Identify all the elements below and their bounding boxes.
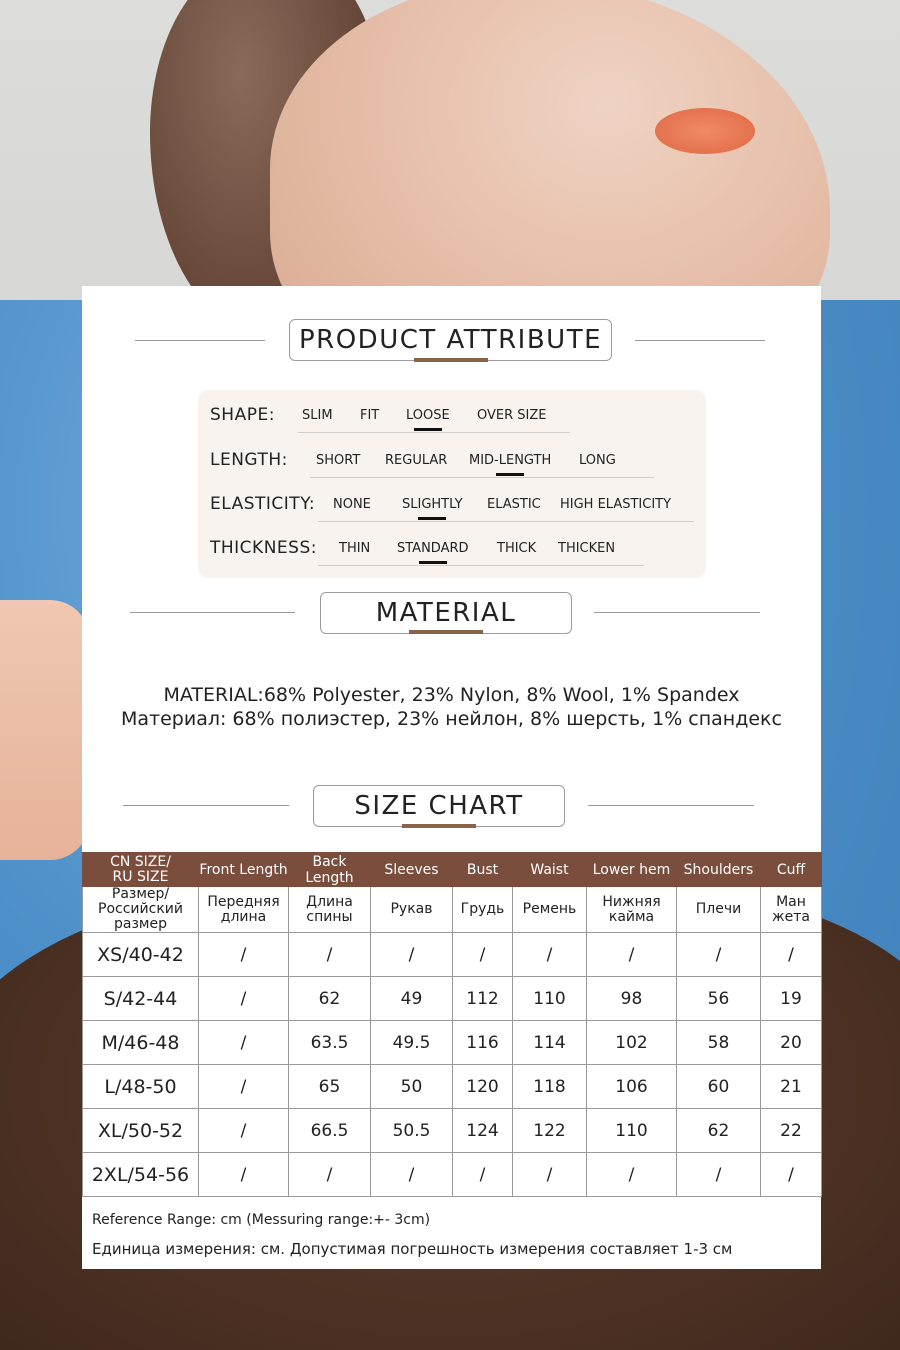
table-cell: 49.5 bbox=[371, 1021, 453, 1065]
table-cell: 98 bbox=[587, 977, 677, 1021]
attr-option: THICK bbox=[497, 541, 537, 556]
header-cell: Плечи bbox=[677, 887, 761, 933]
table-cell: / bbox=[199, 977, 289, 1021]
material-en: MATERIAL:68% Polyester, 23% Nylon, 8% Wool, 1% Spandex bbox=[163, 684, 740, 706]
section-title-size-chart: SIZE CHART bbox=[313, 785, 565, 827]
table-cell: / bbox=[677, 933, 761, 977]
table-cell: 114 bbox=[513, 1021, 587, 1065]
section-title-product-attribute: PRODUCT ATTRIBUTE bbox=[289, 319, 612, 361]
table-cell: / bbox=[587, 1153, 677, 1197]
section-accent-bar bbox=[409, 630, 483, 634]
model-hand bbox=[0, 600, 90, 860]
product-info-card bbox=[82, 286, 821, 1269]
table-cell: 20 bbox=[761, 1021, 822, 1065]
section-divider-left bbox=[135, 340, 265, 341]
table-cell: 124 bbox=[453, 1109, 513, 1153]
table-cell: 60 bbox=[677, 1065, 761, 1109]
section-accent-bar bbox=[402, 824, 476, 828]
table-cell: / bbox=[761, 933, 822, 977]
reference-range-note: Reference Range: cm (Messuring range:+- 3cm) bbox=[92, 1212, 431, 1228]
selected-underline bbox=[496, 473, 524, 476]
table-cell: 110 bbox=[513, 977, 587, 1021]
section-accent-bar bbox=[414, 358, 488, 362]
attr-option: ELASTIC bbox=[487, 497, 541, 512]
table-header-ru bbox=[83, 887, 822, 933]
attr-option: THICKEN bbox=[558, 541, 616, 556]
section-divider-right bbox=[594, 612, 760, 613]
table-cell: 106 bbox=[587, 1065, 677, 1109]
section-divider-right bbox=[635, 340, 765, 341]
attr-option: REGULAR bbox=[385, 453, 448, 468]
size-cell: XL/50-52 bbox=[83, 1109, 199, 1153]
header-cell: Передняя длина bbox=[199, 887, 289, 933]
size-cell: L/48-50 bbox=[83, 1065, 199, 1109]
header-cell: Bust bbox=[453, 853, 513, 887]
table-cell: / bbox=[371, 933, 453, 977]
table-cell: 110 bbox=[587, 1109, 677, 1153]
header-cell: Длина спины bbox=[289, 887, 371, 933]
attr-label: ELASTICITY: bbox=[210, 494, 316, 514]
table-cell: 62 bbox=[677, 1109, 761, 1153]
table-cell: 122 bbox=[513, 1109, 587, 1153]
table-cell: 116 bbox=[453, 1021, 513, 1065]
table-cell: / bbox=[199, 1153, 289, 1197]
table-cell: 65 bbox=[289, 1065, 371, 1109]
header-cell: Back Length bbox=[289, 853, 371, 887]
header-cell: Ман жета bbox=[761, 887, 822, 933]
table-cell: / bbox=[199, 933, 289, 977]
table-cell: / bbox=[677, 1153, 761, 1197]
table-row bbox=[83, 977, 822, 1021]
table-cell: 49 bbox=[371, 977, 453, 1021]
section-divider-left bbox=[123, 805, 289, 806]
table-cell: 50.5 bbox=[371, 1109, 453, 1153]
table-cell: 118 bbox=[513, 1065, 587, 1109]
table-cell: 120 bbox=[453, 1065, 513, 1109]
section-divider-right bbox=[588, 805, 754, 806]
table-row bbox=[83, 1109, 822, 1153]
table-cell: / bbox=[289, 933, 371, 977]
table-cell: / bbox=[371, 1153, 453, 1197]
section-divider-left bbox=[130, 612, 295, 613]
header-cell: Sleeves bbox=[371, 853, 453, 887]
table-cell: / bbox=[199, 1021, 289, 1065]
attr-label: LENGTH: bbox=[210, 450, 288, 470]
table-cell: / bbox=[513, 1153, 587, 1197]
table-cell: / bbox=[199, 1109, 289, 1153]
attr-option: THIN bbox=[339, 541, 371, 556]
selected-underline bbox=[418, 517, 446, 520]
header-cell: Грудь bbox=[453, 887, 513, 933]
table-row bbox=[83, 1153, 822, 1197]
attr-option: FIT bbox=[360, 408, 380, 423]
size-cell: XS/40-42 bbox=[83, 933, 199, 977]
attr-label: SHAPE: bbox=[210, 405, 275, 425]
table-cell: / bbox=[453, 1153, 513, 1197]
section-title-material: MATERIAL bbox=[320, 592, 572, 634]
attr-option: SHORT bbox=[316, 453, 361, 468]
attr-option: OVER SIZE bbox=[477, 408, 547, 423]
attr-option: HIGH ELASTICITY bbox=[560, 497, 672, 512]
attr-options bbox=[298, 403, 570, 433]
header-cell: Размер/ Российский размер bbox=[83, 887, 199, 933]
attr-option-selected: LOOSE bbox=[406, 408, 450, 423]
header-cell: Cuff bbox=[761, 853, 822, 887]
table-row bbox=[83, 1065, 822, 1109]
table-cell: / bbox=[453, 933, 513, 977]
material-ru: Материал: 68% полиэстер, 23% нейлон, 8% шерсть, 1% спандекс bbox=[121, 708, 782, 730]
header-cell: Waist bbox=[513, 853, 587, 887]
header-cell: Front Length bbox=[199, 853, 289, 887]
table-cell: 102 bbox=[587, 1021, 677, 1065]
header-cell: Lower hem bbox=[587, 853, 677, 887]
table-cell: / bbox=[199, 1065, 289, 1109]
selected-underline bbox=[419, 561, 447, 564]
size-cell: M/46-48 bbox=[83, 1021, 199, 1065]
header-cell: Ремень bbox=[513, 887, 587, 933]
table-cell: / bbox=[761, 1153, 822, 1197]
table-cell: 21 bbox=[761, 1065, 822, 1109]
attr-option-selected: STANDARD bbox=[397, 541, 469, 556]
table-cell: 66.5 bbox=[289, 1109, 371, 1153]
header-cell: Shoulders bbox=[677, 853, 761, 887]
header-cell: Рукав bbox=[371, 887, 453, 933]
table-cell: / bbox=[289, 1153, 371, 1197]
attr-label: THICKNESS: bbox=[210, 538, 317, 558]
header-cell: CN SIZE/ RU SIZE bbox=[83, 853, 199, 887]
attr-options bbox=[318, 492, 694, 522]
attr-options bbox=[310, 448, 654, 478]
attr-option-selected: SLIGHTLY bbox=[402, 497, 463, 512]
table-row bbox=[83, 1021, 822, 1065]
size-cell: 2XL/54-56 bbox=[83, 1153, 199, 1197]
table-cell: 62 bbox=[289, 977, 371, 1021]
attr-option: NONE bbox=[333, 497, 371, 512]
attr-option: SLIM bbox=[302, 408, 333, 423]
table-cell: 58 bbox=[677, 1021, 761, 1065]
size-chart-table bbox=[82, 852, 822, 1197]
table-cell: 56 bbox=[677, 977, 761, 1021]
table-row bbox=[83, 933, 822, 977]
table-cell: 22 bbox=[761, 1109, 822, 1153]
attr-options bbox=[318, 536, 644, 566]
header-cell: Нижняя кайма bbox=[587, 887, 677, 933]
table-cell: 112 bbox=[453, 977, 513, 1021]
table-cell: 63.5 bbox=[289, 1021, 371, 1065]
reference-range-note-ru: Единица измерения: см. Допустимая погрешность измерения составляет 1-3 см bbox=[92, 1240, 733, 1258]
table-cell: / bbox=[587, 933, 677, 977]
attr-option: LONG bbox=[579, 453, 616, 468]
size-cell: S/42-44 bbox=[83, 977, 199, 1021]
attr-option-selected: MID-LENGTH bbox=[469, 453, 551, 468]
model-lips bbox=[655, 108, 755, 154]
table-cell: / bbox=[513, 933, 587, 977]
table-cell: 50 bbox=[371, 1065, 453, 1109]
table-cell: 19 bbox=[761, 977, 822, 1021]
table-header-en bbox=[83, 853, 822, 887]
selected-underline bbox=[414, 428, 442, 431]
